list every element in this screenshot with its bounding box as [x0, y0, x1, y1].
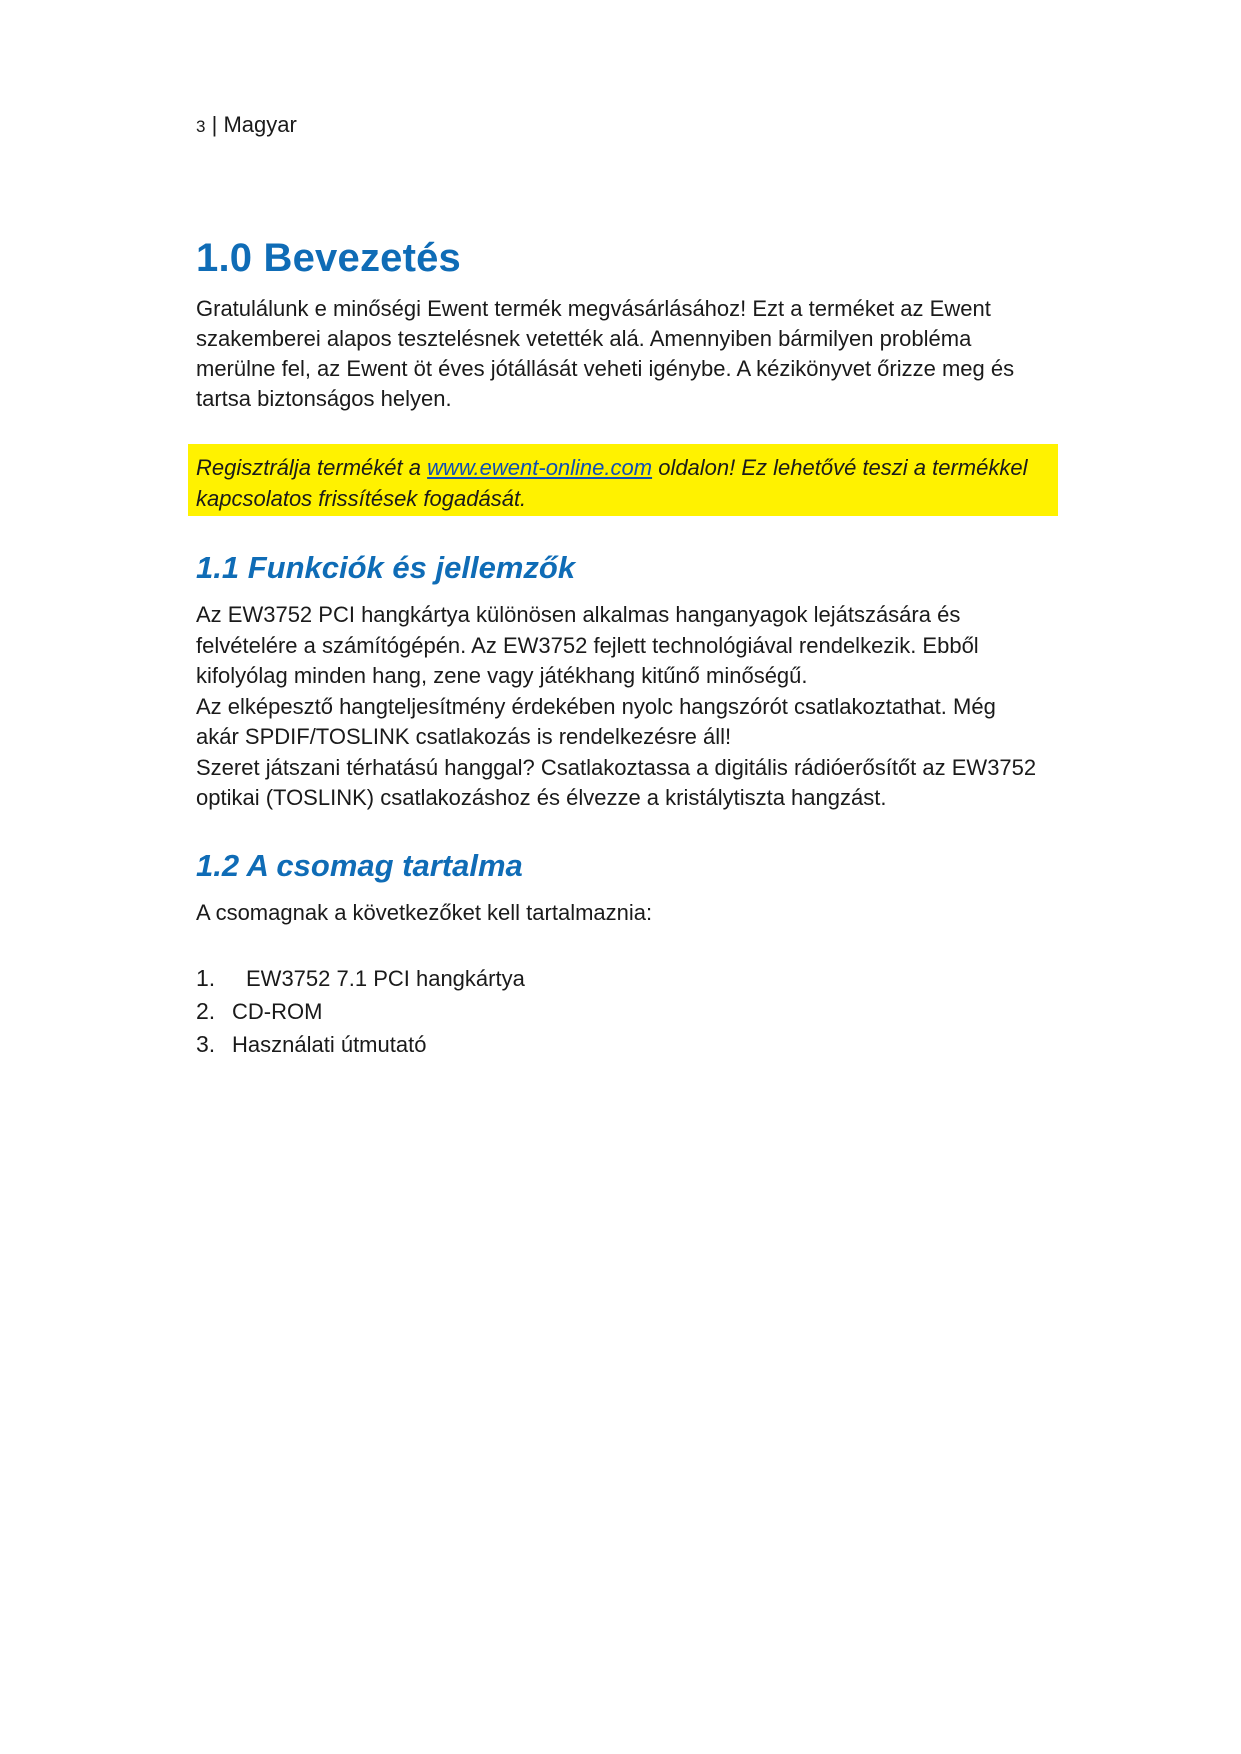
page-header	[196, 112, 297, 140]
package-intro: A csomagnak a következőket kell tartalmaznia:	[196, 899, 653, 925]
registration-notice	[188, 444, 1058, 516]
package-list	[196, 962, 1066, 1061]
intro-line: szakemberei alapos tesztelésnek vetették alá. Amennyiben bármilyen probléma	[196, 326, 972, 351]
features-line: kifolyólag minden hang, zene vagy játékhang kitűnő minőségű.	[196, 663, 808, 688]
list-item-text: EW3752 7.1 PCI hangkártya	[246, 965, 525, 991]
header-separator: |	[211, 112, 218, 137]
features-line: Az elképesztő hangteljesítmény érdekében nyolc hangszórót csatlakoztathat. Még	[196, 693, 996, 719]
intro-line: tartsa biztonságos helyen.	[196, 386, 452, 411]
section-heading-intro: 1.0 Bevezetés	[196, 236, 462, 280]
page-content	[196, 228, 1066, 1061]
notice-text-after: oldalon! Ez lehetővé teszi a termékkel	[652, 455, 1028, 480]
notice-text-before: Regisztrálja termékét a	[196, 455, 428, 480]
features-line: Az EW3752 PCI hangkártya különösen alkalmas hanganyagok lejátszására és	[196, 602, 961, 627]
page-number: 3	[196, 117, 206, 136]
header-language: Magyar	[223, 112, 297, 137]
features-line: akár SPDIF/TOSLINK csatlakozás is rendelkezésre áll!	[196, 724, 732, 749]
list-item	[196, 1028, 1066, 1061]
notice-line-2: kapcsolatos frissítések fogadását.	[196, 486, 527, 511]
features-line: optikai (TOSLINK) csatlakozáshoz és élvezze a kristálytiszta hangzást.	[196, 785, 887, 810]
list-item	[196, 962, 1066, 995]
section-heading-features: 1.1 Funkciók és jellemzők	[196, 550, 576, 585]
list-item-text: CD-ROM	[232, 998, 323, 1024]
intro-line: merülne fel, az Ewent öt éves jótállását veheti igénybe. A kézikönyvet őrizze meg és	[196, 356, 1015, 381]
features-line: felvételére a számítógépén. Az EW3752 fejlett technológiával rendelkezik. Ebből	[196, 632, 979, 658]
features-paragraph	[196, 600, 1066, 814]
list-item-number: 2.	[196, 997, 216, 1024]
intro-paragraph	[196, 294, 1066, 414]
list-item-number: 1.	[196, 964, 216, 991]
registration-link[interactable]: www.ewent-online.com	[427, 455, 653, 480]
list-item-number: 3.	[196, 1030, 216, 1057]
list-item	[196, 995, 1066, 1028]
intro-line: Gratulálunk e minőségi Ewent termék megvásárlásához! Ezt a terméket az Ewent	[196, 296, 991, 321]
section-heading-package: 1.2 A csomag tartalma	[196, 847, 523, 883]
list-item-text: Használati útmutató	[232, 1031, 427, 1057]
features-line: Szeret játszani térhatású hanggal? Csatlakoztassa a digitális rádióerősítőt az EW3752	[196, 754, 1037, 780]
